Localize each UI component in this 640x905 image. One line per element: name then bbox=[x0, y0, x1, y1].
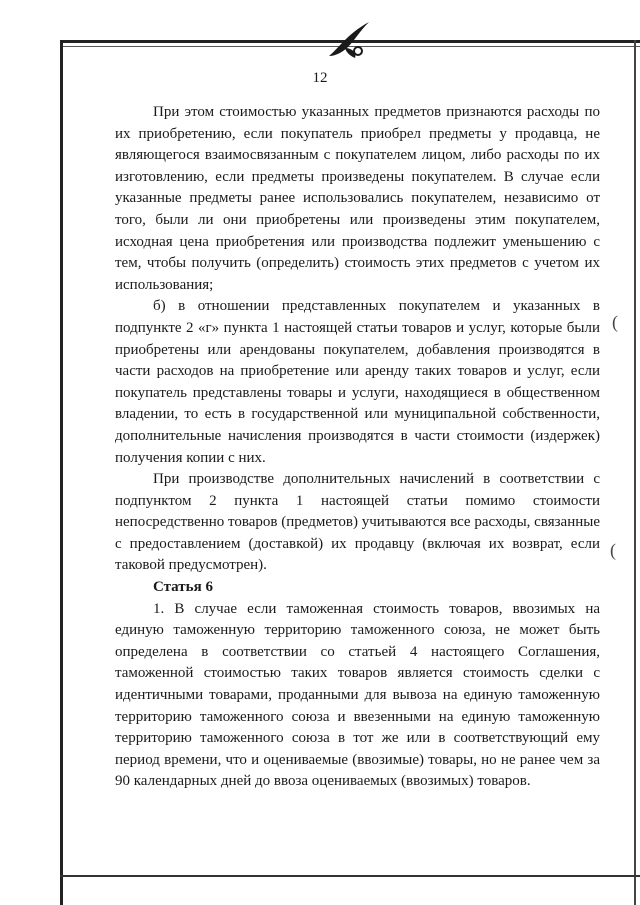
document-body bbox=[115, 102, 600, 793]
frame-left-border bbox=[60, 40, 63, 905]
frame-right-border bbox=[634, 40, 636, 905]
frame-bottom-border bbox=[60, 875, 640, 877]
article-heading: Статья 6 bbox=[153, 579, 213, 596]
margin-bracket-mark: ( bbox=[610, 540, 616, 560]
bird-emblem-icon bbox=[325, 18, 375, 63]
margin-bracket-mark: ( bbox=[612, 312, 618, 332]
article-6-paragraph-1: 1. В случае если таможенная стоимость товаров, ввозимых на единую таможенную территорию таможенного союза, не может быть определена в соответствии со статьей 4 настоящего Соглашения, таможенной стоимостью таких товаров является стоимость сделки с идентичными товарами, проданными для вывоза на единую таможенную территорию таможенного союза и ввезенными на единую таможенную территорию таможенного союза в тот же или в соответствующий ему период времени, что и оцениваемые (ввозимые) товары, но не ранее чем за 90 календарных дней до ввоза оцениваемых (ввозимых) товаров. bbox=[115, 600, 600, 790]
paragraph-b: б) в отношении представленных покупателем и указанных в подпункте 2 «г» пункта 1 настоящей статьи товаров и услуг, которые были приобретены или арендованы покупателем, добавления производятся в части расходов на приобретение или аренду таких товаров и услуг, если покупатель представлены товары и услуги, находящиеся в общественном владении, то есть в государственной или муниципальной собственности, дополнительные начисления производятся в части стоимости (издержек) получения копии с них. bbox=[115, 298, 600, 466]
paragraph-cost-items: При этом стоимостью указанных предметов признаются расходы по их приобретению, если покупатель приобрел предметы у продавца, не являющегося взаимосвязанным с покупателем лицом, либо расходы по их изготовлению, если предметы произведены покупателем. В случае если указанные предметы ранее использовались покупателем, независимо от того, были ли они приобретены или произведены этим покупателем, исходная цена приобретения или производства подлежит уменьшению с тем, чтобы получить (определить) стоимость этих предметов с учетом их использования; bbox=[115, 104, 600, 293]
paragraph-additional-charges: При производстве дополнительных начислений в соответствии с подпунктом 2 пункта 1 настоящей статьи помимо стоимости непосредственно товаров (предметов) учитываются все расходы, связанные с предоставлением (доставкой) их продавцу (включая их возврат, если таковой предусмотрен). bbox=[115, 471, 600, 574]
page-number: 12 bbox=[312, 70, 328, 86]
